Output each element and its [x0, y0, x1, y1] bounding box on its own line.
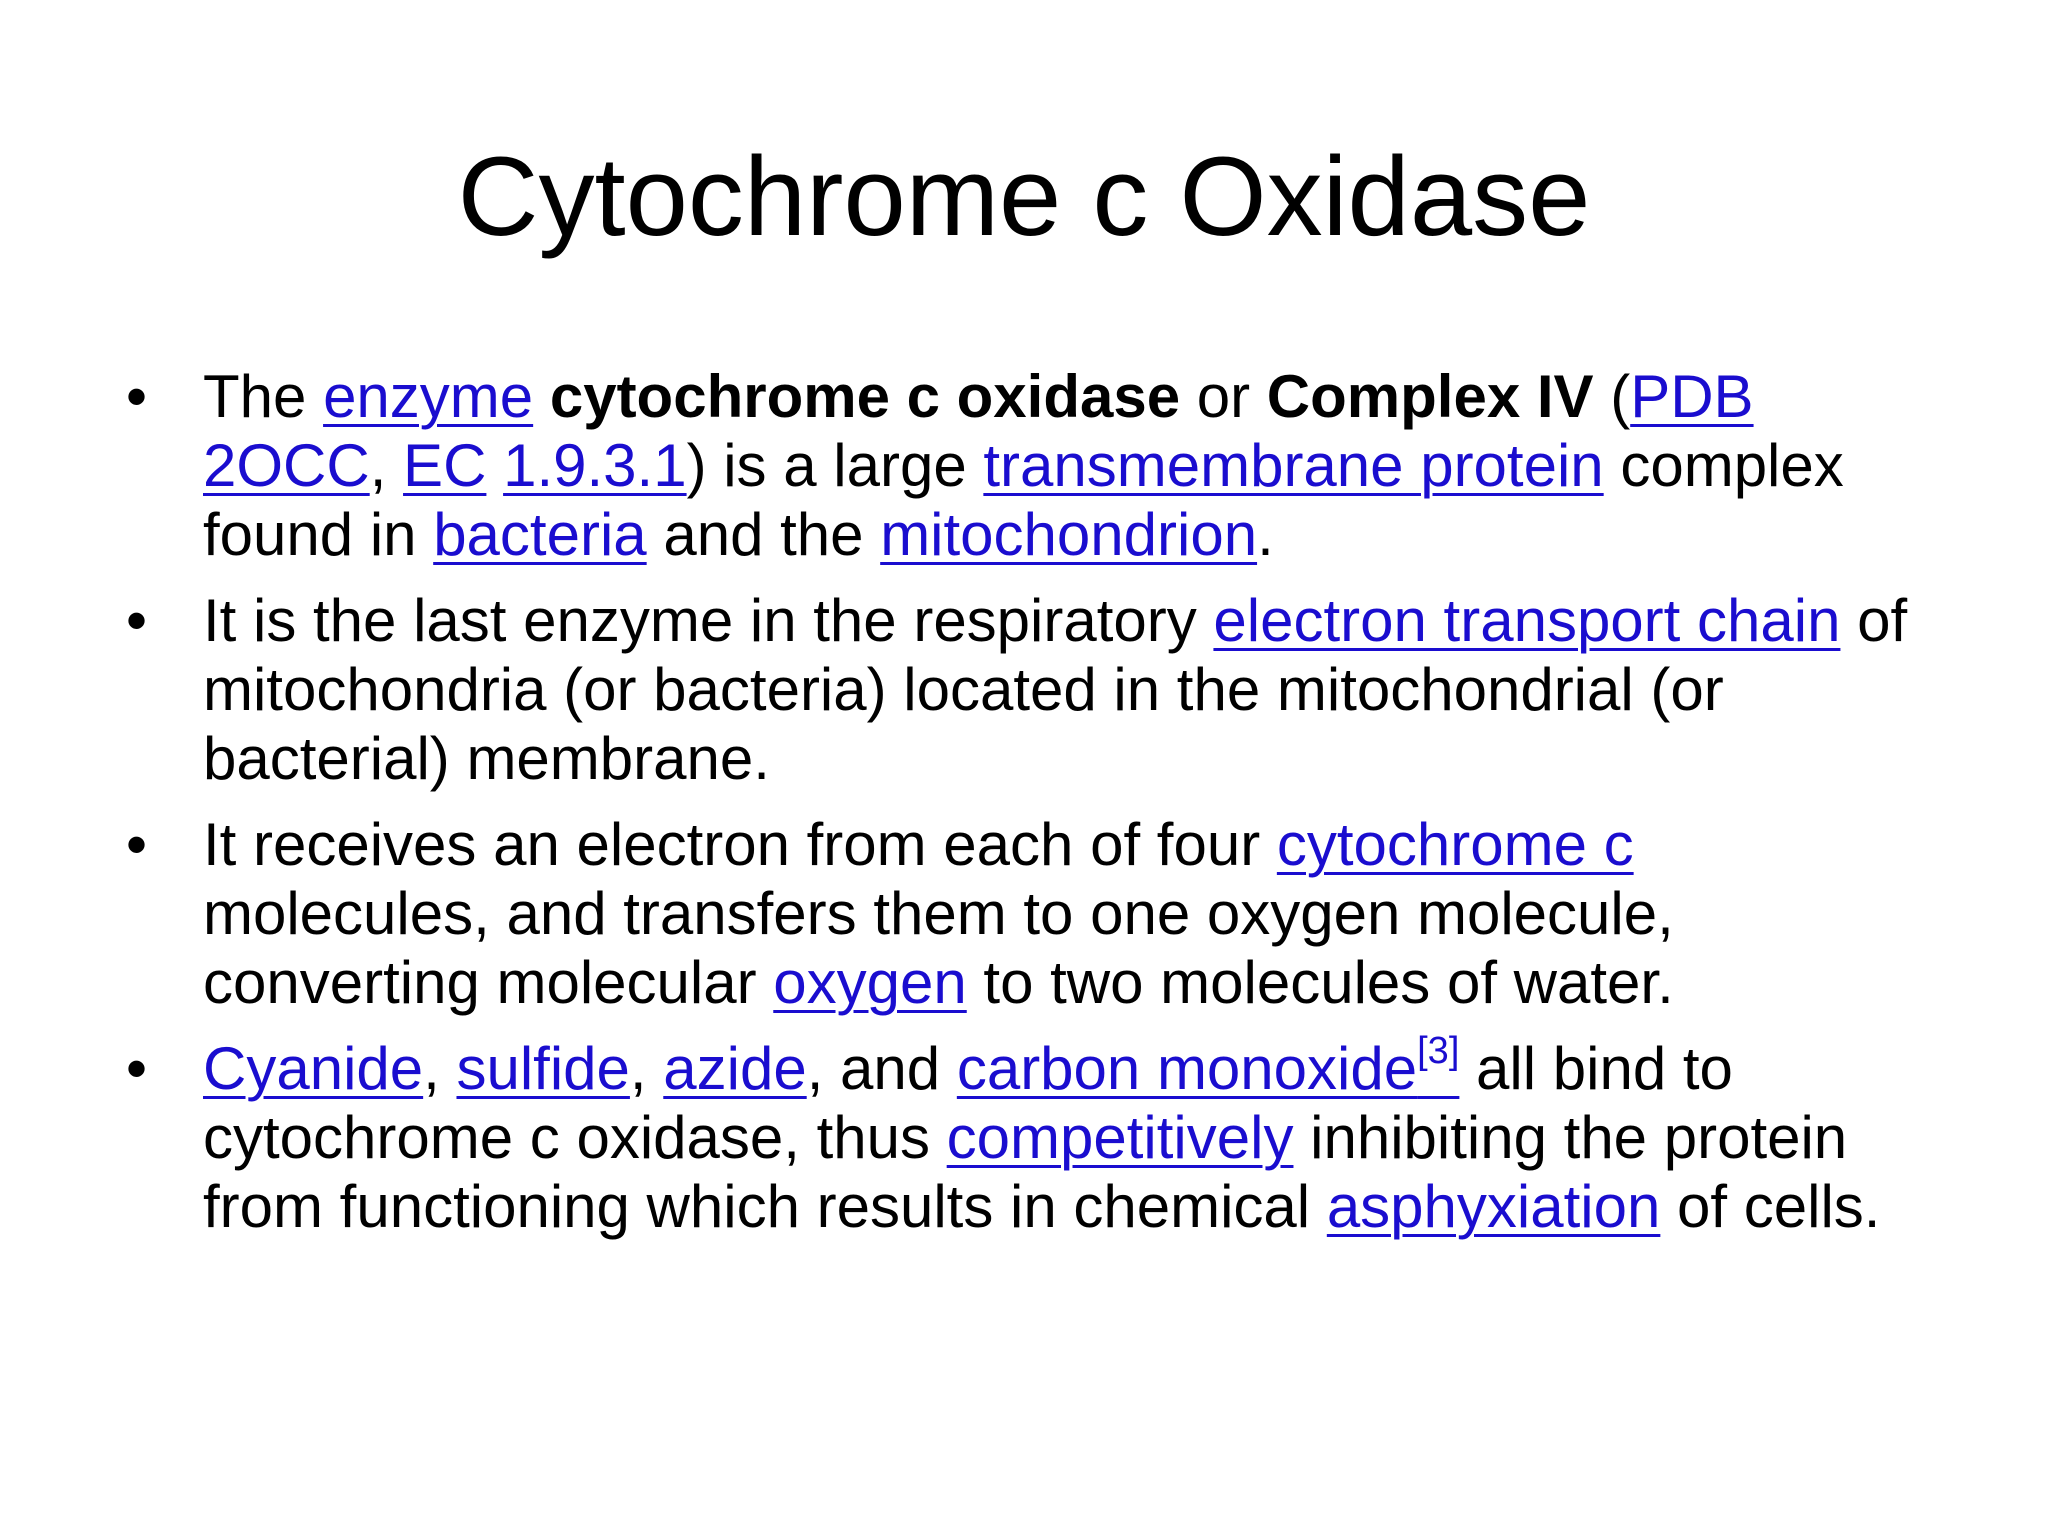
link-mitochondrion[interactable]: mitochondrion	[880, 501, 1258, 568]
text-segment: molecules, and transfers them to one oxygen molecule, converting molecular	[203, 880, 1674, 1016]
link-electron-transport-chain[interactable]: electron transport chain	[1213, 587, 1841, 654]
text-segment: ,	[629, 1035, 664, 1102]
bullet-marker: •	[126, 1035, 148, 1102]
slide-title: Cytochrome c Oxidase	[457, 134, 1591, 259]
bullet-marker: •	[126, 587, 148, 654]
text-segment: and the	[646, 501, 881, 568]
bold-term-cytochrome-c-oxidase: cytochrome c oxidase	[549, 363, 1181, 430]
text-segment: ,	[423, 1035, 457, 1102]
text-segment: The	[203, 363, 324, 430]
text-segment: , and	[806, 1035, 957, 1102]
link-ec[interactable]: EC	[403, 432, 487, 499]
text-segment: of cells.	[1660, 1173, 1881, 1240]
bullet-item-1	[120, 362, 1920, 569]
bold-term-complex-iv: Complex IV	[1266, 363, 1594, 430]
bullet-item-2	[120, 586, 1920, 793]
link-transmembrane-protein[interactable]: transmembrane protein	[983, 432, 1604, 499]
text-segment: to two molecules of water.	[966, 949, 1674, 1016]
text-segment: (	[1593, 363, 1631, 430]
text-segment: all bind to cytochrome c oxidase, thus	[203, 1035, 1733, 1171]
text-segment: complex found in	[203, 432, 1844, 568]
link-bacteria[interactable]: bacteria	[433, 501, 647, 568]
link-oxygen[interactable]: oxygen	[773, 949, 967, 1016]
text-segment: .	[1257, 501, 1274, 568]
link-ec-number[interactable]: 1.9.3.1	[503, 432, 687, 499]
link-azide[interactable]: azide	[663, 1035, 807, 1102]
link-carbon-monoxide[interactable]	[956, 1030, 1460, 1102]
bullet-item-4	[120, 1030, 1920, 1241]
text-segment	[533, 363, 550, 430]
text-segment: or	[1180, 363, 1267, 430]
bullet-item-3	[120, 810, 1920, 1017]
bullet-marker: •	[126, 811, 148, 878]
text-segment	[486, 432, 503, 499]
text-segment: of mitochondria (or bacteria) located in the mitochondrial (or bacterial) membrane.	[203, 587, 1908, 792]
bullet-marker: •	[126, 363, 148, 430]
text-segment: ,	[369, 432, 404, 499]
link-cytochrome-c[interactable]: cytochrome c	[1276, 811, 1634, 878]
bullet-list	[120, 362, 1920, 1258]
text-segment: ) is a large	[686, 432, 984, 499]
citation-reference[interactable]: [3]	[1417, 1030, 1460, 1072]
link-label: carbon monoxide	[956, 1035, 1418, 1102]
link-sulfide[interactable]: sulfide	[456, 1035, 630, 1102]
link-pdb-2occ[interactable]: PDB 2OCC	[203, 363, 1754, 499]
text-segment: inhibiting the protein from functioning which results in chemical	[203, 1104, 1848, 1240]
text-segment: It receives an electron from each of four	[203, 811, 1277, 878]
link-enzyme[interactable]: enzyme	[323, 363, 534, 430]
link-competitively[interactable]: competitively	[946, 1104, 1294, 1171]
link-asphyxiation[interactable]: asphyxiation	[1326, 1173, 1661, 1240]
text-segment: It is the last enzyme in the respiratory	[203, 587, 1214, 654]
link-cyanide[interactable]: Cyanide	[203, 1035, 424, 1102]
